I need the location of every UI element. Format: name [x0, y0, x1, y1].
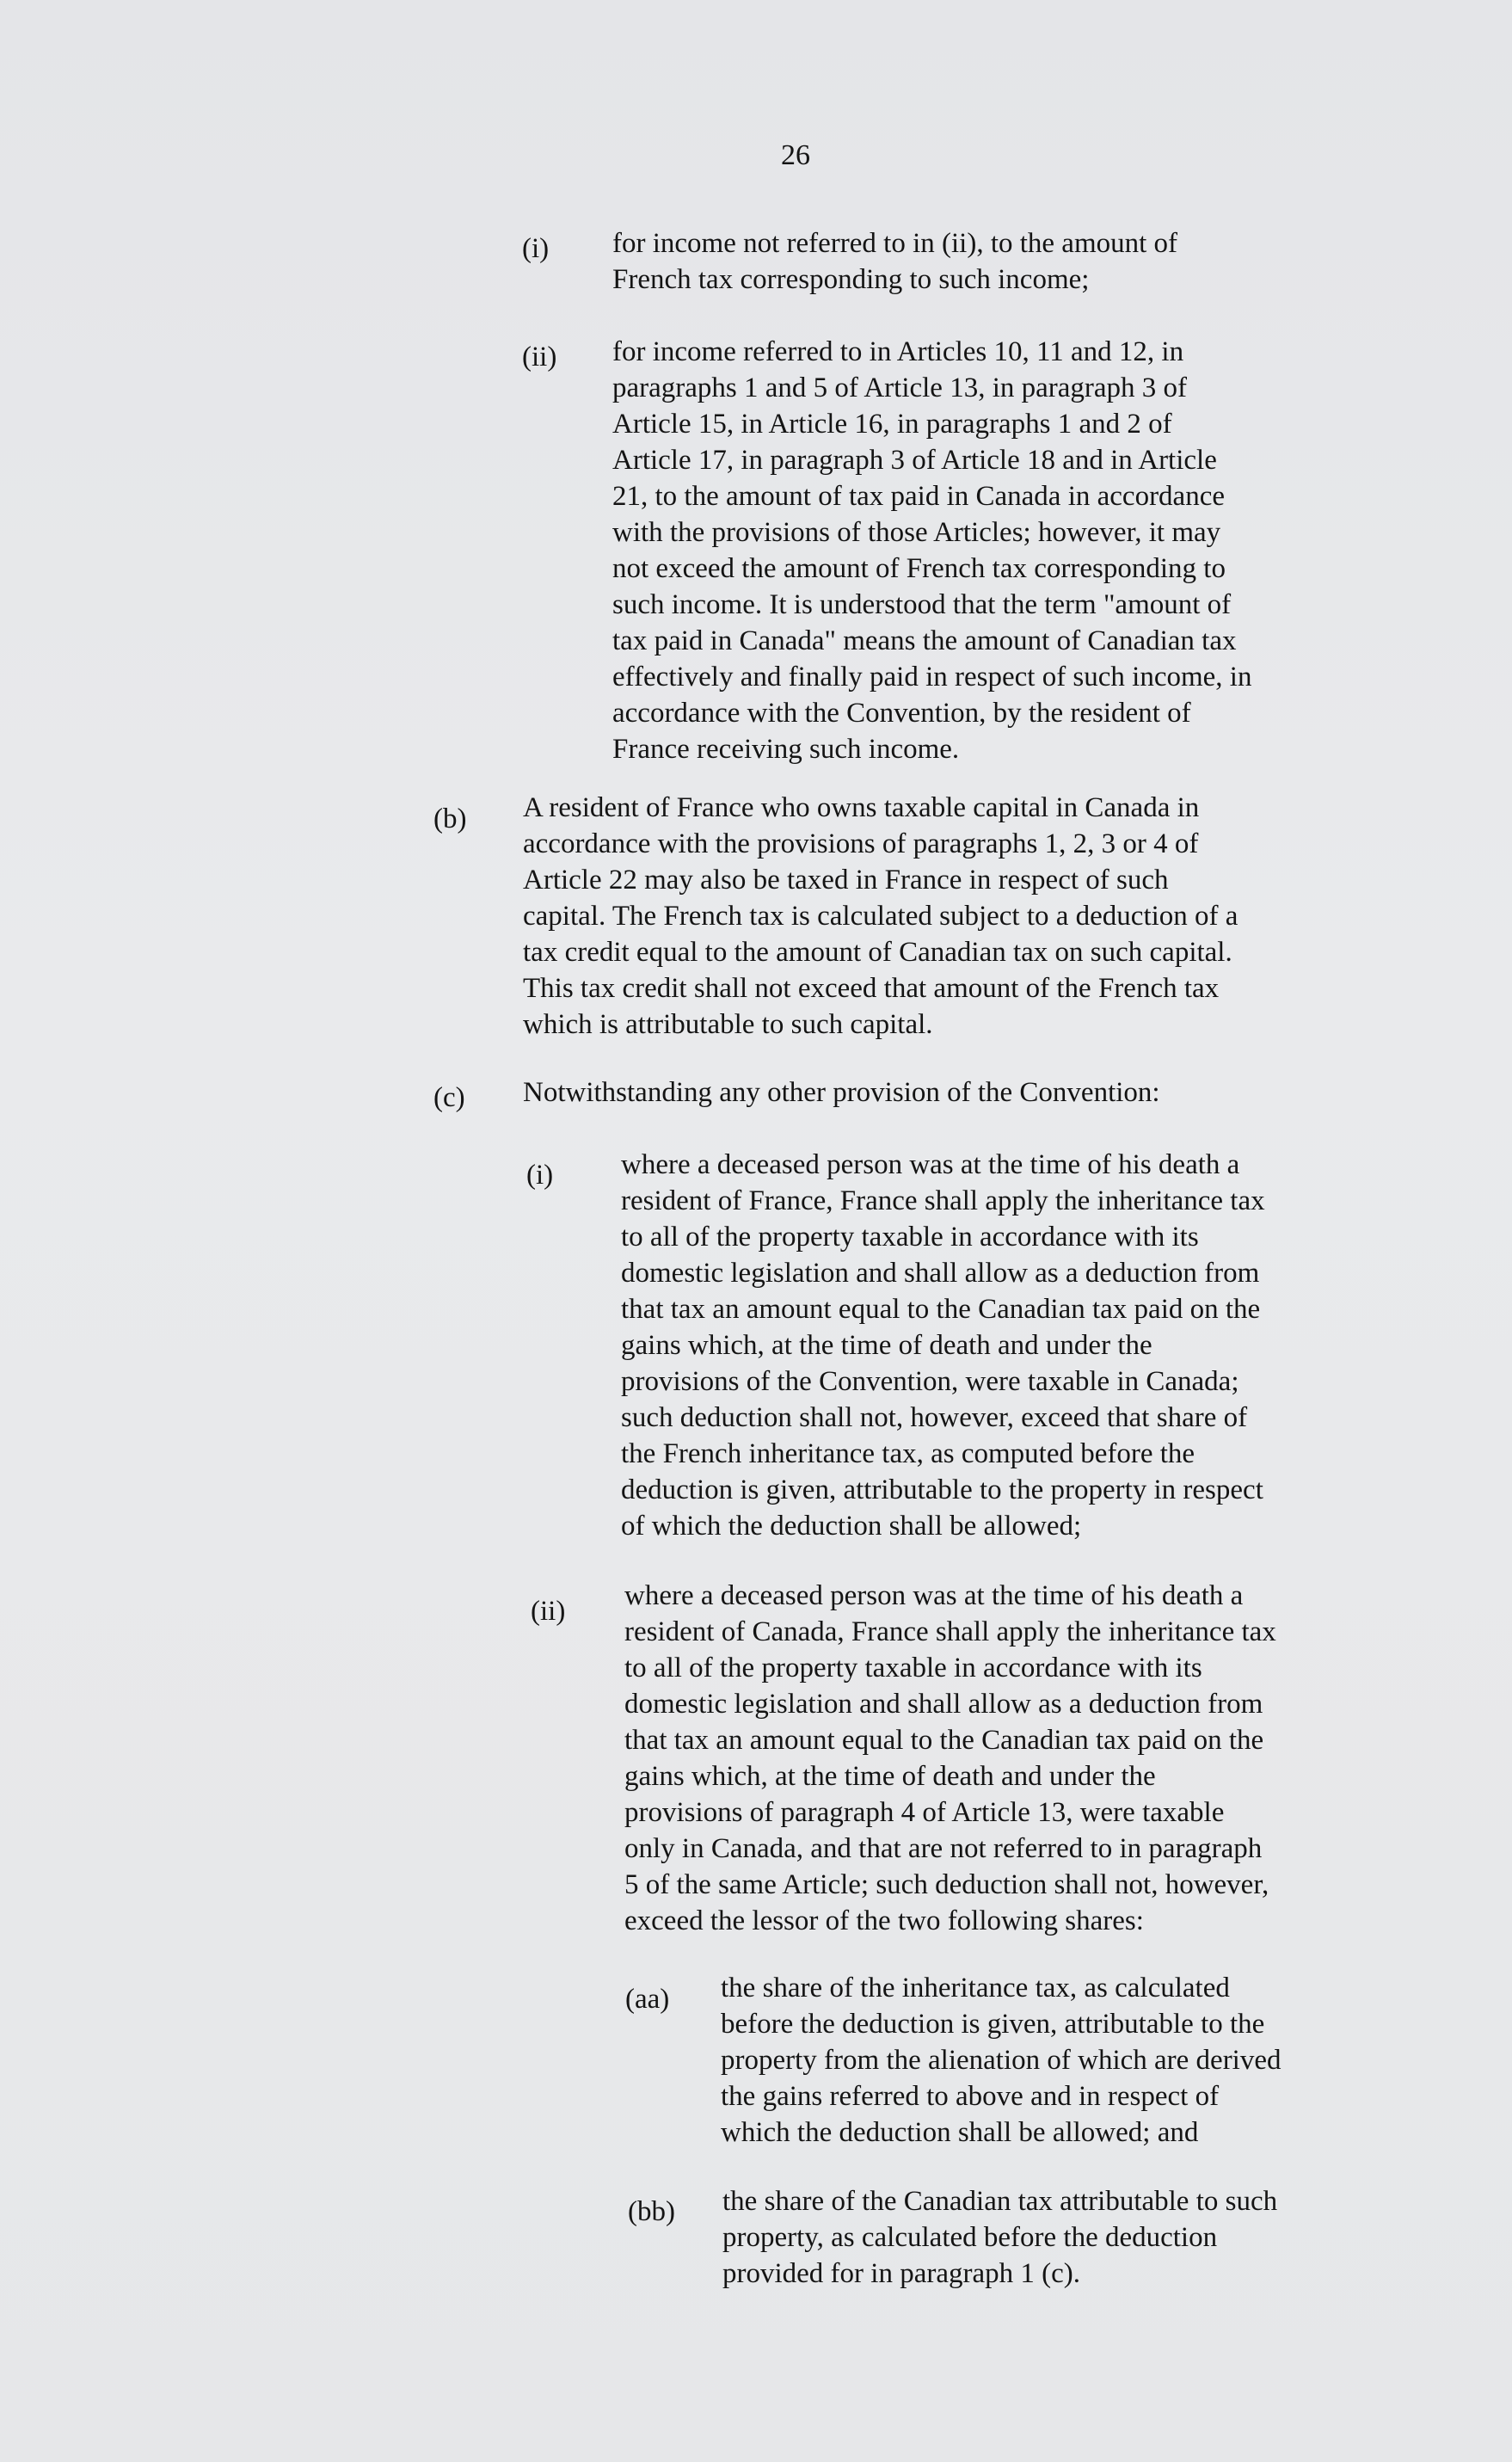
text-line: provided for in paragraph 1 (c). — [722, 2258, 1080, 2289]
text-line: resident of Canada, France shall apply the inheritance tax — [624, 1616, 1276, 1647]
text-line: only in Canada, and that are not referred to in paragraph — [624, 1833, 1263, 1864]
text-line: property from the alienation of which are derived — [721, 2045, 1282, 2076]
text-line: accordance with the provisions of paragraphs 1, 2, 3 or 4 of — [523, 828, 1199, 859]
text-line: before the deduction is given, attributable to the — [721, 2009, 1265, 2040]
item-text-bb — [722, 2183, 1277, 2292]
text-line: the share of the Canadian tax attributable to such — [722, 2186, 1278, 2217]
item-text-aa — [721, 1970, 1282, 2151]
item-label-ii: (ii) — [522, 342, 557, 372]
item-text-i — [612, 225, 1177, 298]
text-line: provisions of paragraph 4 of Article 13, were taxable — [624, 1797, 1225, 1828]
text-line: the share of the inheritance tax, as calculated — [721, 1973, 1230, 2003]
item-label-b: (b) — [433, 803, 467, 834]
text-line: such income. It is understood that the term "amount of — [612, 589, 1232, 620]
item-label-i: (i) — [522, 233, 550, 264]
text-line: the gains referred to above and in respect of — [721, 2081, 1220, 2112]
item-text-b — [523, 790, 1238, 1043]
text-line: that tax an amount equal to the Canadian tax paid on the — [621, 1294, 1261, 1325]
item-label-c: (c) — [433, 1082, 465, 1113]
text-line: tax credit equal to the amount of Canadian tax on such capital. — [523, 937, 1232, 968]
text-line: domestic legislation and shall allow as a deduction from — [621, 1258, 1260, 1289]
text-line: resident of France, France shall apply the inheritance tax — [621, 1185, 1265, 1216]
text-line: tax paid in Canada" means the amount of Canadian tax — [612, 625, 1237, 656]
text-line: property, as calculated before the deduction — [722, 2222, 1218, 2253]
text-line: to all of the property taxable in accordance with its — [624, 1653, 1202, 1683]
text-line: for income referred to in Articles 10, 11 and 12, in — [612, 336, 1184, 367]
text-line: deduction is given, attributable to the property in respect — [621, 1474, 1263, 1505]
text-line: where a deceased person was at the time of his death a — [621, 1149, 1240, 1180]
item-text-c-i — [621, 1147, 1265, 1544]
page-number: 26 — [781, 139, 810, 171]
text-line: domestic legislation and shall allow as a deduction from — [624, 1689, 1263, 1720]
item-label-c-i: (i) — [526, 1160, 554, 1191]
text-line: for income not referred to in (ii), to the amount of — [612, 228, 1178, 259]
text-line: which the deduction shall be allowed; and — [721, 2117, 1199, 2148]
text-line: accordance with the Convention, by the resident of — [612, 698, 1191, 729]
text-line: provisions of the Convention, were taxable in Canada; — [621, 1366, 1239, 1397]
text-line: 21, to the amount of tax paid in Canada in accordance — [612, 481, 1225, 512]
text-line: capital. The French tax is calculated subject to a deduction of a — [523, 901, 1238, 932]
text-line: Notwithstanding any other provision of the Convention: — [523, 1077, 1160, 1108]
text-line: France receiving such income. — [612, 734, 960, 765]
text-line: of which the deduction shall be allowed; — [621, 1511, 1082, 1542]
text-line: gains which, at the time of death and under the — [624, 1761, 1156, 1792]
text-line: Article 22 may also be taxed in France in respect of such — [523, 865, 1169, 896]
item-label-aa: (aa) — [625, 1984, 670, 2015]
text-line: such deduction shall not, however, exceed that share of — [621, 1402, 1248, 1433]
item-text-ii — [612, 334, 1251, 767]
item-label-c-ii: (ii) — [531, 1596, 566, 1627]
text-line: which is attributable to such capital. — [523, 1009, 933, 1040]
text-line: effectively and finally paid in respect of such income, in — [612, 662, 1252, 692]
item-text-c-ii — [624, 1578, 1276, 1939]
text-line: with the provisions of those Articles; however, it may — [612, 517, 1221, 548]
text-line: gains which, at the time of death and under the — [621, 1330, 1152, 1361]
text-line: Article 15, in Article 16, in paragraphs 1 and 2 of — [612, 409, 1172, 440]
text-line: A resident of France who owns taxable capital in Canada in — [523, 792, 1200, 823]
text-line: the French inheritance tax, as computed before the — [621, 1438, 1195, 1469]
text-line: exceed the lessor of the two following shares: — [624, 1905, 1144, 1936]
text-line: This tax credit shall not exceed that amount of the French tax — [523, 973, 1220, 1004]
text-line: where a deceased person was at the time of his death a — [624, 1580, 1244, 1611]
text-line: not exceed the amount of French tax corresponding to — [612, 553, 1226, 584]
text-line: paragraphs 1 and 5 of Article 13, in paragraph 3 of — [612, 372, 1188, 403]
item-label-bb: (bb) — [628, 2196, 675, 2227]
text-line: that tax an amount equal to the Canadian tax paid on the — [624, 1725, 1264, 1756]
text-line: Article 17, in paragraph 3 of Article 18 and in Article — [612, 445, 1217, 476]
text-line: to all of the property taxable in accordance with its — [621, 1222, 1199, 1253]
text-line: French tax corresponding to such income; — [612, 264, 1090, 295]
text-line: 5 of the same Article; such deduction shall not, however, — [624, 1869, 1269, 1900]
item-text-c — [523, 1074, 1160, 1111]
